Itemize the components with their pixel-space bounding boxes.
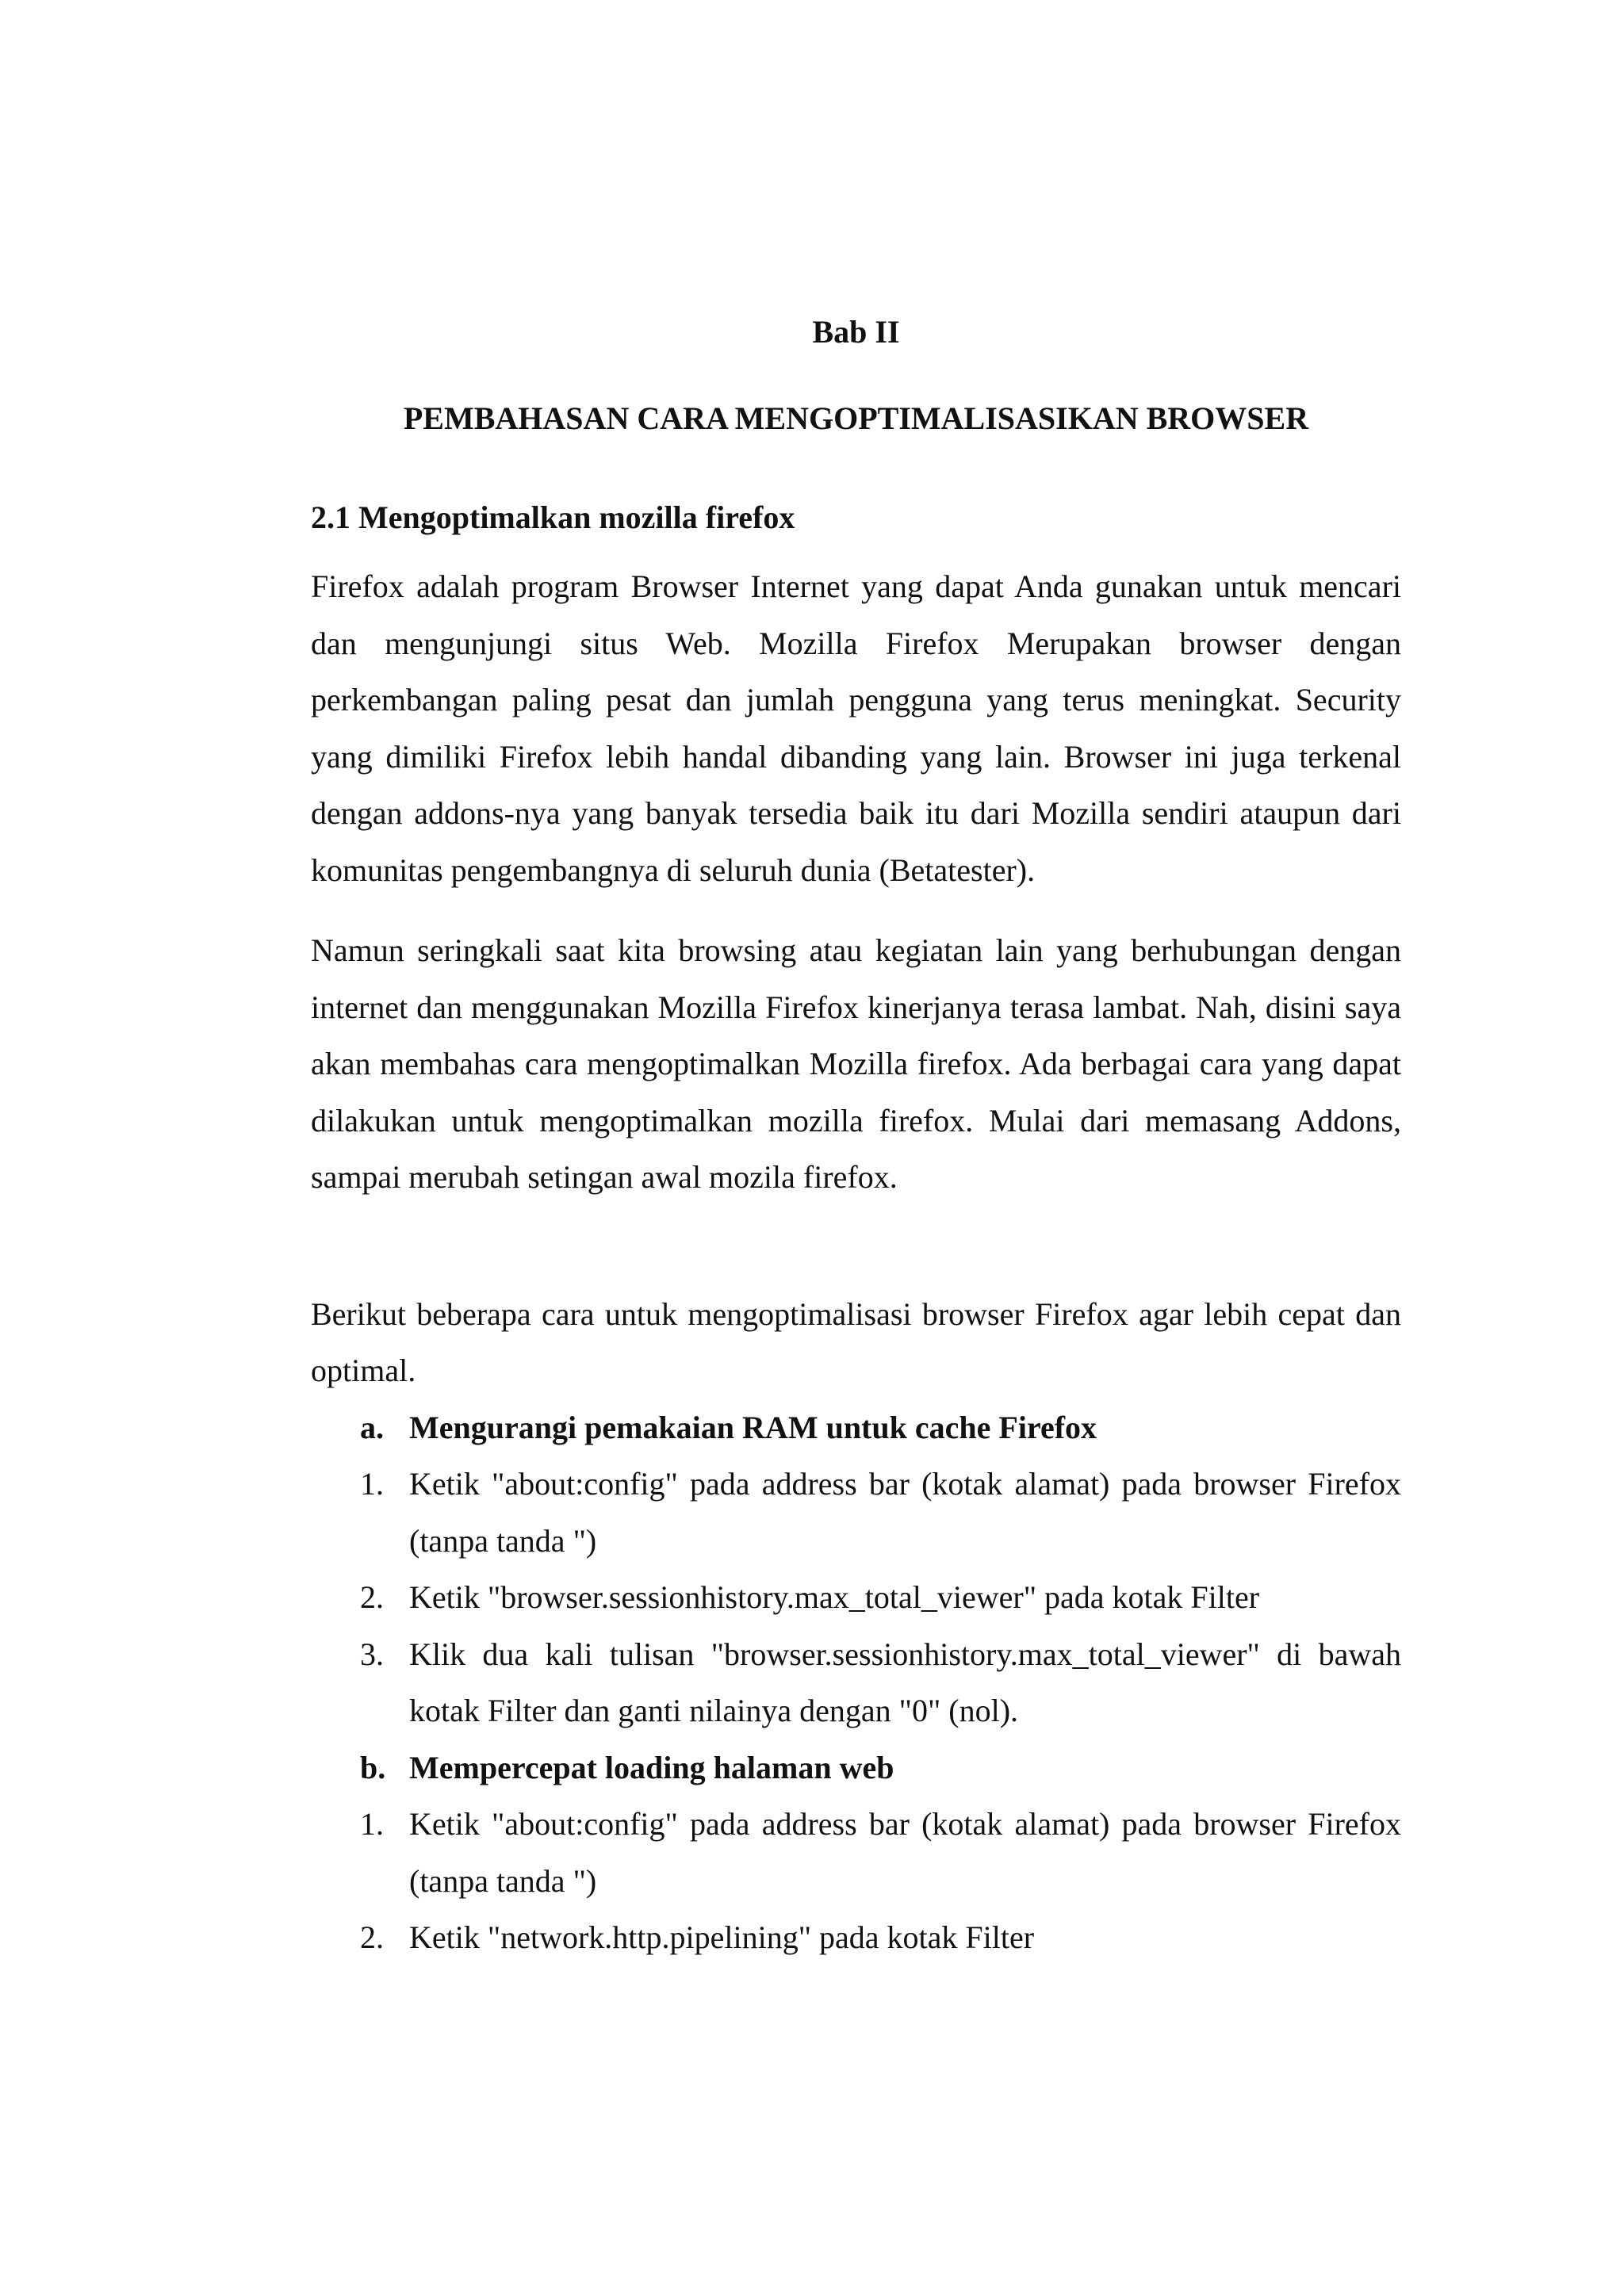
list-item-heading-a <box>311 1399 1401 1456</box>
list-item <box>311 1796 1401 1909</box>
list-item <box>311 1626 1401 1739</box>
chapter-heading: Bab II <box>812 314 900 350</box>
list-item-text: Ketik "about:config" pada address bar (kotak alamat) pada browser Firefox (tanpa tanda ") <box>409 1806 1401 1899</box>
list-item <box>311 1909 1401 1966</box>
page-content <box>311 304 1401 1966</box>
list-marker: 1. <box>360 1806 384 1842</box>
list-marker: 3. <box>360 1636 384 1672</box>
list-item <box>311 1569 1401 1626</box>
list-item-text: Klik dua kali tulisan "browser.sessionhistory.max_total_viewer" di bawah kotak Filter dan ganti nilainya dengan "0" (nol). <box>409 1636 1401 1728</box>
list-heading-text: Mengurangi pemakaian RAM untuk cache Firefox <box>409 1409 1097 1445</box>
section-title: 2.1 Mengoptimalkan mozilla firefox <box>311 499 795 535</box>
paragraph-list-intro: Berikut beberapa cara untuk mengoptimalisasi browser Firefox agar lebih cepat dan optimal. <box>311 1295 1401 1388</box>
chapter-title: PEMBAHASAN CARA MENGOPTIMALISASIKAN BROWSER <box>403 400 1309 436</box>
steps-list <box>311 1399 1401 1966</box>
list-marker: 2. <box>360 1919 384 1955</box>
paragraph-intro: Firefox adalah program Browser Internet yang dapat Anda gunakan untuk mencari dan mengunjungi situs Web. Mozilla Firefox Merupakan browser dengan perkembangan paling pesat dan jumlah pengguna yang terus meningkat. Security yang dimiliki Firefox lebih handal dibanding yang lain. Browser ini juga terkenal dengan addons-nya yang banyak tersedia baik itu dari Mozilla sendiri ataupun dari komunitas pengembangnya di seluruh dunia (Betatester). <box>311 568 1401 888</box>
list-item-text: Ketik "about:config" pada address bar (kotak alamat) pada browser Firefox (tanpa tanda ") <box>409 1466 1401 1559</box>
list-heading-text: Mempercepat loading halaman web <box>409 1749 894 1785</box>
list-item-heading-b <box>311 1739 1401 1797</box>
paragraph-problem: Namun seringkali saat kita browsing atau kegiatan lain yang berhubungan dengan internet dan menggunakan Mozilla Firefox kinerjanya terasa lambat. Nah, disini saya akan membahas cara mengoptimalkan Mozilla firefox. Ada berbagai cara yang dapat dilakukan untuk mengoptimalkan mozilla firefox. Mulai dari memasang Addons, sampai merubah setingan awal mozila firefox. <box>311 932 1401 1195</box>
list-item <box>311 1456 1401 1569</box>
list-item-text: Ketik "network.http.pipelining" pada kotak Filter <box>409 1919 1035 1955</box>
list-marker: 2. <box>360 1579 384 1615</box>
list-marker: 1. <box>360 1466 384 1502</box>
list-marker: a. <box>360 1409 384 1445</box>
list-marker: b. <box>360 1749 386 1785</box>
list-item-text: Ketik "browser.sessionhistory.max_total_viewer" pada kotak Filter <box>409 1579 1260 1615</box>
